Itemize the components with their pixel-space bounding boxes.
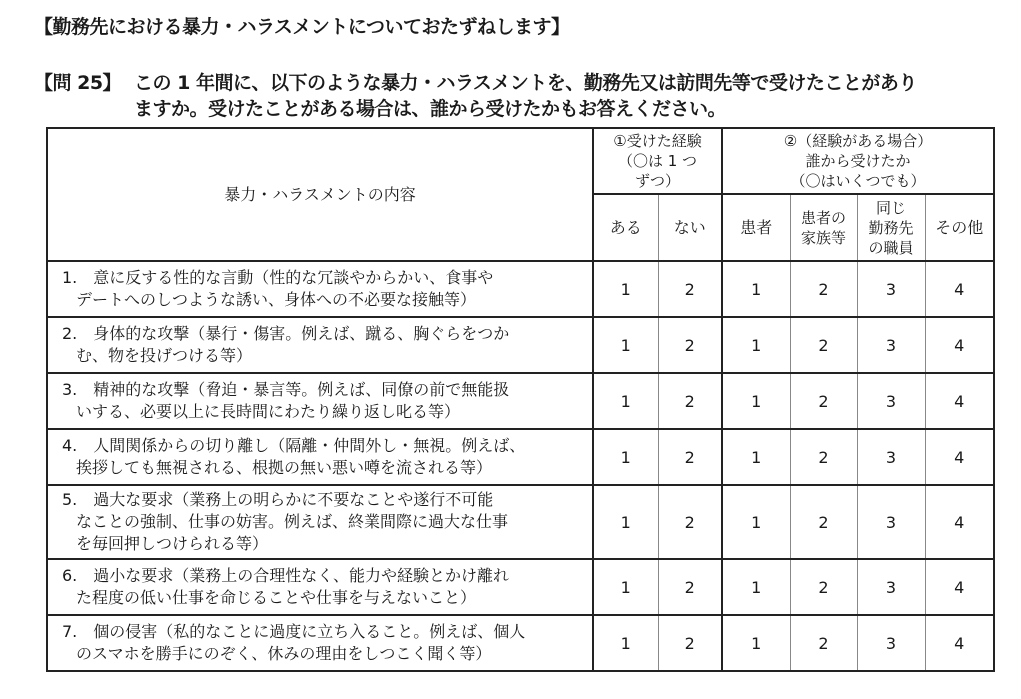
- choice-coworker[interactable]: 3: [857, 615, 925, 671]
- choice-nai[interactable]: 2: [658, 615, 722, 671]
- choice-patient[interactable]: 1: [722, 373, 790, 429]
- row-description: [47, 373, 593, 429]
- col-family: 患者の 家族等: [790, 194, 857, 261]
- choice-nai[interactable]: 2: [658, 261, 722, 317]
- choice-nai[interactable]: 2: [658, 429, 722, 485]
- table-row: [47, 615, 994, 671]
- choice-other[interactable]: 4: [925, 317, 994, 373]
- choice-patient[interactable]: 1: [722, 615, 790, 671]
- choice-patient[interactable]: 1: [722, 261, 790, 317]
- col-nai: ない: [658, 194, 722, 261]
- choice-other[interactable]: 4: [925, 429, 994, 485]
- row-description: [47, 261, 593, 317]
- choice-patient[interactable]: 1: [722, 317, 790, 373]
- choice-patient[interactable]: 1: [722, 429, 790, 485]
- description-line: 5. 過大な要求（業務上の明らかに不要なことや遂行不可能: [62, 490, 494, 509]
- choice-nai[interactable]: 2: [658, 485, 722, 559]
- choice-family[interactable]: 2: [790, 429, 857, 485]
- table-row: [47, 429, 994, 485]
- choice-aru[interactable]: 1: [593, 559, 658, 615]
- survey-table: [46, 127, 995, 672]
- table-row: [47, 485, 994, 559]
- description-line: た程度の低い仕事を命じることや仕事を与えないこと）: [76, 588, 477, 607]
- choice-nai[interactable]: 2: [658, 317, 722, 373]
- description-line: なことの強制、仕事の妨害。例えば、終業間際に過大な仕事: [76, 512, 509, 531]
- table-row: [47, 317, 994, 373]
- choice-coworker[interactable]: 3: [857, 429, 925, 485]
- description-line: デートへのしつような誘い、身体への不必要な接触等）: [76, 290, 477, 309]
- choice-coworker[interactable]: 3: [857, 261, 925, 317]
- description-line: を毎回押しつけられる等）: [76, 534, 269, 553]
- col-other: その他: [925, 194, 994, 261]
- table-row: [47, 373, 994, 429]
- question-text-line1: この 1 年間に、以下のような暴力・ハラスメントを、勤務先又は訪問先等で受けたことがあり: [134, 72, 917, 94]
- question-text-line2: ますか。受けたことがある場合は、誰から受けたかもお答えください。: [134, 98, 727, 120]
- choice-coworker[interactable]: 3: [857, 485, 925, 559]
- col-aru: ある: [593, 194, 658, 261]
- description-line: 6. 過小な要求（業務上の合理性なく、能力や経験とかけ離れ: [62, 566, 509, 585]
- choice-patient[interactable]: 1: [722, 485, 790, 559]
- choice-coworker[interactable]: 3: [857, 559, 925, 615]
- description-line: 1. 意に反する性的な言動（性的な冗談やからかい、食事や: [62, 268, 494, 287]
- description-line: 7. 個の侵害（私的なことに過度に立ち入ること。例えば、個人: [62, 622, 526, 641]
- header-from-whom: ②（経験がある場合） 誰から受けたか （〇はいくつでも）: [722, 128, 994, 194]
- choice-nai[interactable]: 2: [658, 373, 722, 429]
- description-line: 2. 身体的な攻撃（暴行・傷害。例えば、蹴る、胸ぐらをつか: [62, 324, 510, 343]
- choice-family[interactable]: 2: [790, 485, 857, 559]
- choice-aru[interactable]: 1: [593, 615, 658, 671]
- choice-coworker[interactable]: 3: [857, 373, 925, 429]
- section-title: 【勤務先における暴力・ハラスメントについておたずねします】: [34, 16, 570, 38]
- row-description: [47, 317, 593, 373]
- description-line: 4. 人間関係からの切り離し（隔離・仲間外し・無視。例えば、: [62, 436, 526, 455]
- choice-patient[interactable]: 1: [722, 559, 790, 615]
- header-content: 暴力・ハラスメントの内容: [47, 128, 593, 261]
- choice-aru[interactable]: 1: [593, 261, 658, 317]
- table-row: [47, 559, 994, 615]
- choice-other[interactable]: 4: [925, 373, 994, 429]
- description-line: 3. 精神的な攻撃（脅迫・暴言等。例えば、同僚の前で無能扱: [62, 380, 510, 399]
- choice-family[interactable]: 2: [790, 373, 857, 429]
- col-coworker: 同じ 勤務先 の職員: [857, 194, 925, 261]
- choice-family[interactable]: 2: [790, 615, 857, 671]
- choice-other[interactable]: 4: [925, 559, 994, 615]
- question: [34, 70, 917, 122]
- choice-aru[interactable]: 1: [593, 429, 658, 485]
- question-number: 【問 25】: [34, 72, 122, 94]
- choice-aru[interactable]: 1: [593, 373, 658, 429]
- description-line: 挨拶しても無視される、根拠の無い悪い噂を流される等）: [76, 458, 493, 477]
- row-description: [47, 615, 593, 671]
- description-line: のスマホを勝手にのぞく、休みの理由をしつこく聞く等）: [76, 644, 492, 663]
- description-line: いする、必要以上に長時間にわたり繰り返し叱る等）: [76, 402, 461, 421]
- choice-coworker[interactable]: 3: [857, 317, 925, 373]
- description-line: む、物を投げつける等）: [76, 346, 253, 365]
- choice-aru[interactable]: 1: [593, 317, 658, 373]
- header-experience: ①受けた経験 （〇は 1 つ ずつ）: [593, 128, 722, 194]
- table-row: [47, 261, 994, 317]
- choice-other[interactable]: 4: [925, 261, 994, 317]
- choice-other[interactable]: 4: [925, 615, 994, 671]
- choice-family[interactable]: 2: [790, 261, 857, 317]
- row-description: [47, 485, 593, 559]
- choice-aru[interactable]: 1: [593, 485, 658, 559]
- choice-family[interactable]: 2: [790, 317, 857, 373]
- row-description: [47, 559, 593, 615]
- col-patient: 患者: [722, 194, 790, 261]
- choice-other[interactable]: 4: [925, 485, 994, 559]
- choice-nai[interactable]: 2: [658, 559, 722, 615]
- choice-family[interactable]: 2: [790, 559, 857, 615]
- row-description: [47, 429, 593, 485]
